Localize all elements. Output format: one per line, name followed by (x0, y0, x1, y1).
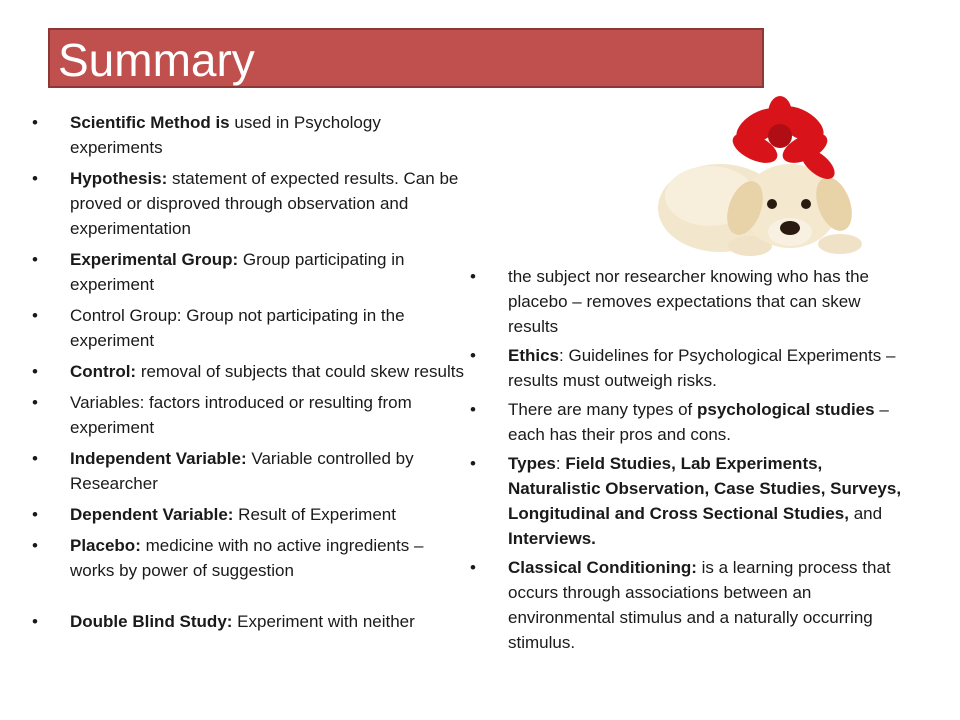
list-item: • the subject nor researcher knowing who has the placebo – removes expectations that can skew results (470, 264, 910, 339)
list-item: • Control Group: Group not participating in the experiment (32, 303, 472, 353)
list-item: • Experimental Group: Group participating in experiment (32, 247, 472, 297)
list-item: • Types: Field Studies, Lab Experiments, Naturalistic Observation, Case Studies, Surveys, Longitudinal and Cross Sectional Studies, and Interviews. (470, 451, 910, 551)
title-bar (48, 28, 764, 88)
right-bullet-list (470, 264, 910, 659)
list-item: • Ethics: Guidelines for Psychological Experiments – results must outweigh risks. (470, 343, 910, 393)
left-bullet-list (32, 110, 472, 640)
list-item: • Dependent Variable: Result of Experiment (32, 502, 472, 527)
list-item: • Variables: factors introduced or resulting from experiment (32, 390, 472, 440)
page-title: Summary (58, 34, 255, 86)
list-item: • Scientific Method is used in Psychology experiments (32, 110, 472, 160)
list-item: • Hypothesis: statement of expected results. Can be proved or disproved through observation and experimentation (32, 166, 472, 241)
list-item: • Independent Variable: Variable controlled by Researcher (32, 446, 472, 496)
list-item: • Double Blind Study: Experiment with neither (32, 609, 472, 634)
list-item: • Classical Conditioning: is a learning process that occurs through associations between an environmental stimulus and a naturally occurring stimulus. (470, 555, 910, 655)
list-item: • Placebo: medicine with no active ingredients – works by power of suggestion (32, 533, 472, 583)
puppy-with-red-bow-icon (650, 96, 880, 266)
list-item: • Control: removal of subjects that could skew results (32, 359, 472, 384)
list-item: • There are many types of psychological studies – each has their pros and cons. (470, 397, 910, 447)
